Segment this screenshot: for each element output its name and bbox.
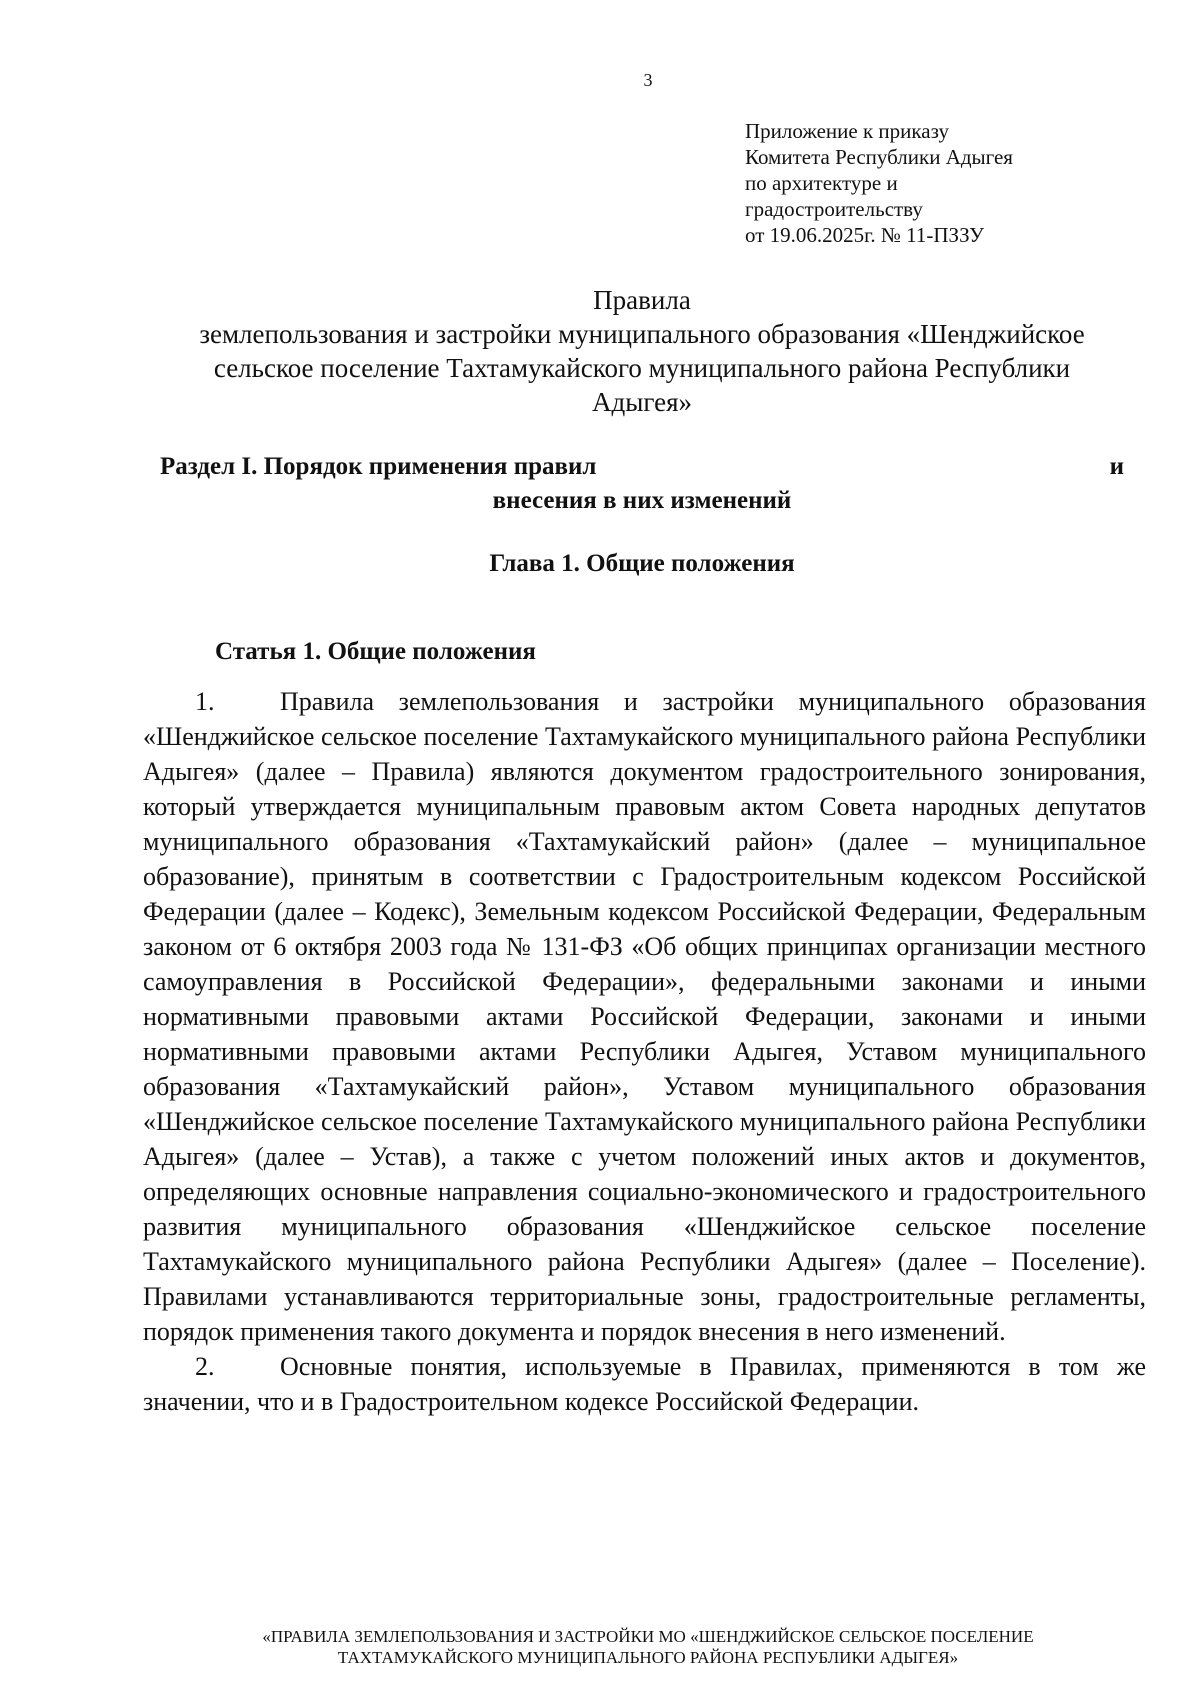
title-line: Адыгея» bbox=[592, 387, 692, 417]
section-heading-text: Раздел I. Порядок применения правил bbox=[160, 453, 597, 480]
appendix-line: градостроительству bbox=[745, 197, 923, 221]
page-number: 3 bbox=[643, 70, 653, 90]
title-line: землепользования и застройки муниципального образования «Шенджийское bbox=[199, 319, 1085, 349]
footer-line: ТАХТАМУКАЙСКОГО МУНИЦИПАЛЬНОГО РАЙОНА РЕСПУБЛИКИ АДЫГЕЯ» bbox=[337, 1648, 959, 1667]
appendix-line: Приложение к приказу bbox=[745, 119, 949, 143]
document-title bbox=[160, 283, 1124, 419]
paragraph-text: Основные понятия, используемые в Правилах, применяются в том же значении, что и в Градостроительном кодексе Российской Федерации. bbox=[143, 1352, 1146, 1416]
paragraph bbox=[143, 1349, 1146, 1419]
section-heading bbox=[160, 450, 1124, 518]
appendix-block bbox=[745, 118, 1145, 248]
footer-line: «ПРАВИЛА ЗЕМЛЕПОЛЬЗОВАНИЯ И ЗАСТРОЙКИ МО «ШЕНДЖИЙСКОЕ СЕЛЬСКОЕ ПОСЕЛЕНИЕ bbox=[262, 1627, 1034, 1646]
section-heading-end: и bbox=[1109, 453, 1124, 480]
chapter-heading: Глава 1. Общие положения bbox=[489, 550, 795, 577]
paragraph bbox=[143, 684, 1146, 1349]
appendix-line: по архитектуре и bbox=[745, 171, 898, 195]
section-heading-line2: внесения в них изменений bbox=[492, 487, 792, 514]
paragraph-number: 2. bbox=[195, 1352, 215, 1381]
appendix-line: Комитета Республики Адыгея bbox=[745, 145, 1013, 169]
appendix-line: от 19.06.2025г. № 11-ПЗЗУ bbox=[745, 223, 984, 247]
page-footer bbox=[120, 1626, 1176, 1668]
title-line: сельское поселение Тахтамукайского муниципального района Республики bbox=[213, 353, 1071, 383]
article-heading: Статья 1. Общие положения bbox=[215, 638, 536, 665]
paragraph-text: Правила землепользования и застройки муниципального образования «Шенджийское сельское поселение Тахтамукайского муниципального района Республики Адыгея» (далее – Правила) являются документом градостроительного зонирования, который утверждается муниципальным правовым актом Совета народных депутатов муниципального образования «Тахтамукайский район» (далее – муниципальное образование), принятым в соответствии с Градостроительным кодексом Российской Федерации (далее – Кодекс), Земельным кодексом Российской Федерации, Федеральным законом от 6 октября 2003 года № 131-ФЗ «Об общих принципах организации местного самоуправления в Российской Федерации», федеральными законами и иными нормативными правовыми актами Российской Федерации, законами и иными нормативными правовыми актами Республики Адыгея, Уставом муниципального образования «Тахтамукайский район», Уставом муниципального образования «Шенджийское сельское поселение Тахтамукайского муниципального района Республики Адыгея» (далее – Устав), а также с учетом положений иных актов и документов, определяющих основные направления социально-экономического и градостроительного развития муниципального образования «Шенджийское сельское поселение Тахтамукайского муниципального района Республики Адыгея» (далее – Поселение). Правилами устанавливаются территориальные зоны, градостроительные регламенты, порядок применения такого документа и порядок внесения в него изменений. bbox=[143, 687, 1146, 1346]
article-body bbox=[143, 684, 1146, 1419]
title-line: Правила bbox=[593, 285, 691, 315]
paragraph-number: 1. bbox=[195, 687, 215, 716]
section-heading-line bbox=[160, 450, 1124, 484]
